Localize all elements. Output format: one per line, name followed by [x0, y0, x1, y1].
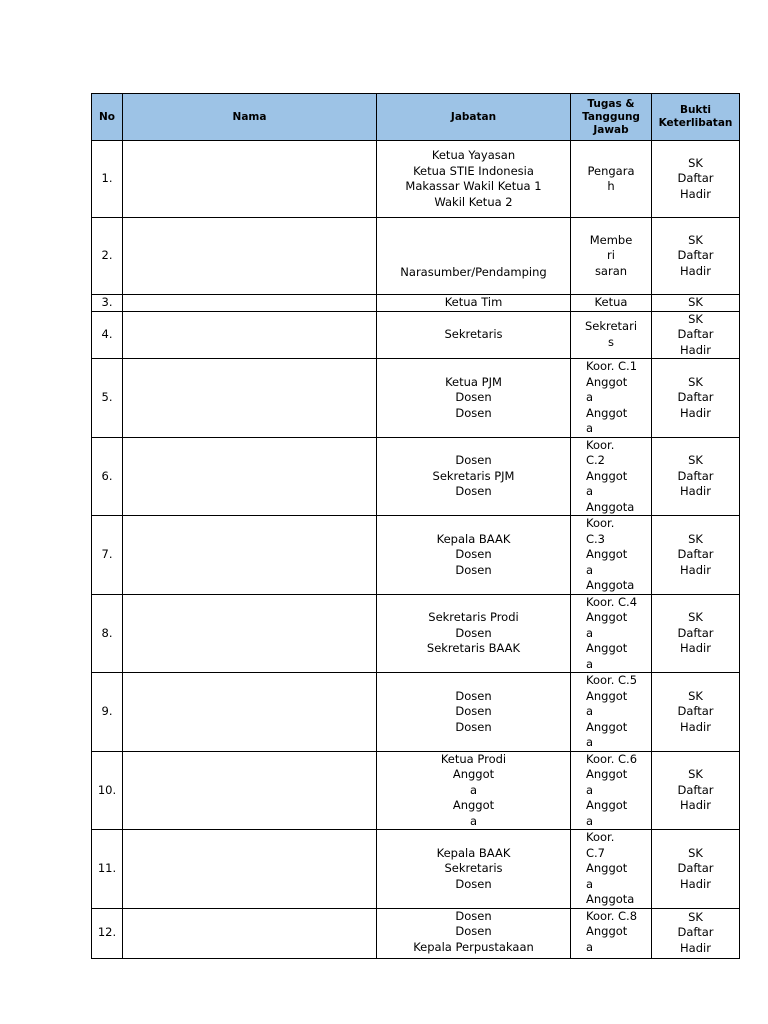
row-bukti: SK Daftar Hadir	[652, 437, 740, 516]
row-nama	[123, 311, 377, 359]
table-row	[92, 295, 740, 312]
header-tugas: Tugas & Tanggung Jawab	[571, 94, 652, 141]
row-nama	[123, 295, 377, 312]
row-jabatan: Dosen Dosen Dosen	[377, 673, 571, 752]
row-tugas: Koor. C.2 Anggot a Anggota	[571, 437, 652, 516]
row-nama	[123, 673, 377, 752]
table-row	[92, 359, 740, 438]
row-bukti: SK Daftar Hadir	[652, 311, 740, 359]
row-nama	[123, 516, 377, 595]
row-bukti: SK Daftar Hadir	[652, 359, 740, 438]
row-tugas: Koor. C.3 Anggot a Anggota	[571, 516, 652, 595]
row-jabatan: Ketua Yayasan Ketua STIE Indonesia Makassar Wakil Ketua 1 Wakil Ketua 2	[377, 141, 571, 218]
table-row	[92, 673, 740, 752]
row-nama	[123, 218, 377, 295]
row-tugas: Koor. C.1 Anggot a Anggot a	[571, 359, 652, 438]
row-no: 10.	[92, 751, 123, 830]
row-no: 12.	[92, 908, 123, 958]
header-nama: Nama	[123, 94, 377, 141]
row-tugas: Ketua	[571, 295, 652, 312]
row-tugas: Pengara h	[571, 141, 652, 218]
header-no: No	[92, 94, 123, 141]
row-bukti: SK Daftar Hadir	[652, 594, 740, 673]
row-tugas: Koor. C.7 Anggot a Anggota	[571, 830, 652, 909]
committee-table	[91, 93, 740, 959]
row-jabatan: Dosen Sekretaris PJM Dosen	[377, 437, 571, 516]
row-no: 3.	[92, 295, 123, 312]
row-no: 2.	[92, 218, 123, 295]
row-no: 4.	[92, 311, 123, 359]
row-tugas: Sekretari s	[571, 311, 652, 359]
row-bukti: SK	[652, 295, 740, 312]
row-no: 8.	[92, 594, 123, 673]
row-tugas: Koor. C.8 Anggot a	[571, 908, 652, 958]
row-bukti: SK Daftar Hadir	[652, 908, 740, 958]
row-tugas: Koor. C.5 Anggot a Anggot a	[571, 673, 652, 752]
row-bukti: SK Daftar Hadir	[652, 141, 740, 218]
row-bukti: SK Daftar Hadir	[652, 751, 740, 830]
row-jabatan: Ketua PJM Dosen Dosen	[377, 359, 571, 438]
table-row	[92, 594, 740, 673]
row-no: 11.	[92, 830, 123, 909]
row-tugas: Koor. C.4 Anggot a Anggot a	[571, 594, 652, 673]
row-no: 1.	[92, 141, 123, 218]
header-jabatan: Jabatan	[377, 94, 571, 141]
table-row	[92, 437, 740, 516]
row-bukti: SK Daftar Hadir	[652, 673, 740, 752]
row-nama	[123, 830, 377, 909]
row-nama	[123, 751, 377, 830]
row-nama	[123, 908, 377, 958]
header-row	[92, 94, 740, 141]
row-no: 7.	[92, 516, 123, 595]
row-jabatan: Kepala BAAK Dosen Dosen	[377, 516, 571, 595]
row-tugas: Koor. C.6 Anggot a Anggot a	[571, 751, 652, 830]
row-nama	[123, 594, 377, 673]
row-no: 9.	[92, 673, 123, 752]
row-bukti: SK Daftar Hadir	[652, 218, 740, 295]
table-row	[92, 218, 740, 295]
table-row	[92, 908, 740, 958]
row-nama	[123, 141, 377, 218]
row-nama	[123, 437, 377, 516]
row-jabatan: Sekretaris Prodi Dosen Sekretaris BAAK	[377, 594, 571, 673]
row-jabatan: Kepala BAAK Sekretaris Dosen	[377, 830, 571, 909]
row-jabatan: Ketua Tim	[377, 295, 571, 312]
table-row	[92, 751, 740, 830]
row-nama	[123, 359, 377, 438]
row-jabatan: Dosen Dosen Kepala Perpustakaan	[377, 908, 571, 958]
table-row	[92, 830, 740, 909]
row-jabatan: Ketua Prodi Anggot a Anggot a	[377, 751, 571, 830]
header-bukti: Bukti Keterlibatan	[652, 94, 740, 141]
table-row	[92, 141, 740, 218]
row-jabatan: Narasumber/Pendamping	[377, 218, 571, 295]
row-jabatan: Sekretaris	[377, 311, 571, 359]
row-bukti: SK Daftar Hadir	[652, 516, 740, 595]
row-no: 5.	[92, 359, 123, 438]
row-no: 6.	[92, 437, 123, 516]
row-tugas: Membe ri saran	[571, 218, 652, 295]
row-bukti: SK Daftar Hadir	[652, 830, 740, 909]
table-row	[92, 311, 740, 359]
table-row	[92, 516, 740, 595]
